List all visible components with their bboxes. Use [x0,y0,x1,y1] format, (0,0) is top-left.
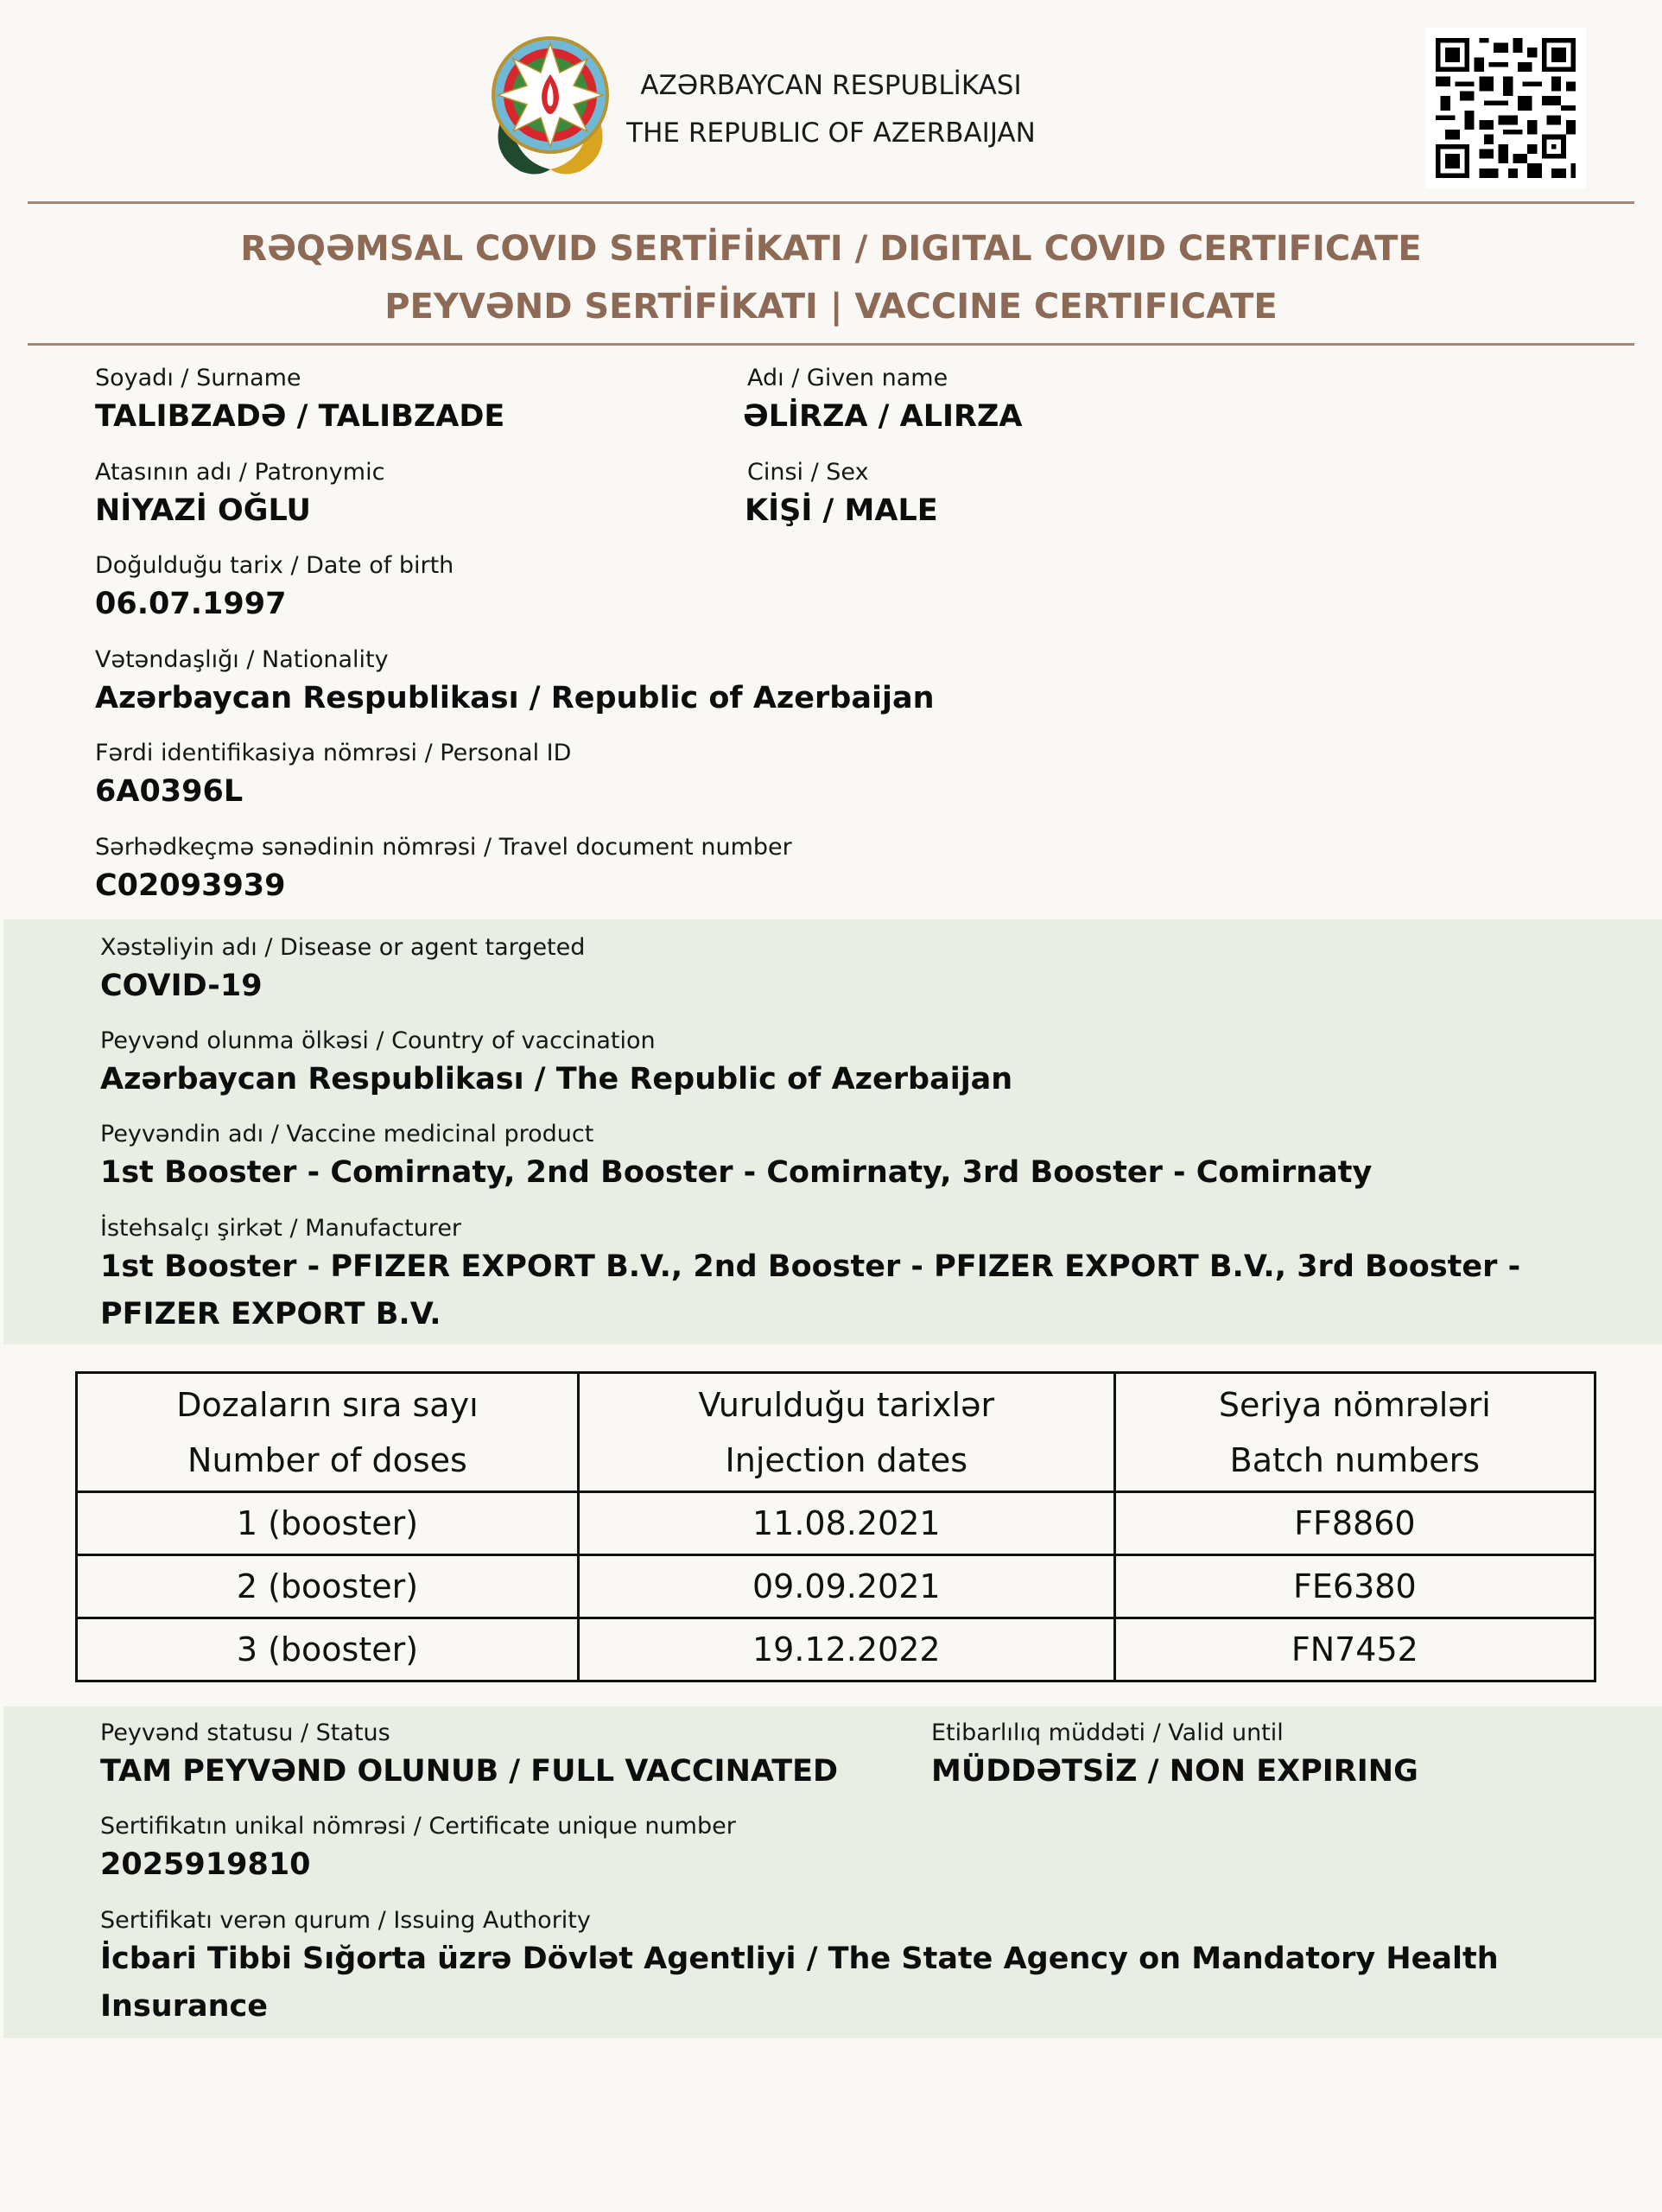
coat-of-arms-icon [485,33,615,180]
given-name-label: Adı / Given name [747,365,948,391]
doses-table [75,1371,1596,1682]
dose-cell: 2 (booster) [77,1555,579,1618]
disease-field [100,933,585,1010]
status-field [100,1719,838,1796]
manufacturer-label: İstehsalçı şirkət / Manufacturer [100,1215,462,1242]
nationality-field [95,645,935,722]
travel-doc-field [95,833,792,910]
patronymic-label: Atasının adı / Patronymic [95,459,385,486]
issuer-value: İcbari Tibbi Sığorta üzrə Dövlət Agentliyi / The State Agency on Mandatory Health Insurance [100,1942,1499,2024]
dose-cell: 1 (booster) [77,1492,579,1555]
unique-number-value: 2025919810 [100,1847,311,1882]
unique-number-field [100,1812,736,1889]
given-name-field [743,364,1023,441]
status-label: Peyvənd statusu / Status [100,1719,390,1746]
disease-label: Xəstəliyin adı / Disease or agent targeted [100,934,586,961]
date-cell: 11.08.2021 [578,1492,1114,1555]
sex-value: KİŞİ / MALE [745,493,938,528]
date-cell: 09.09.2021 [578,1555,1114,1618]
batch-cell: FE6380 [1114,1555,1595,1618]
date-cell: 19.12.2022 [578,1618,1114,1681]
header-batch-numbers [1114,1373,1595,1492]
qr-code-icon [1425,28,1586,188]
issuer-label: Sertifikatı verən qurum / Issuing Authority [100,1907,591,1934]
personal-id-field [95,739,571,816]
surname-value: TALIBZADƏ / TALIBZADE [95,399,505,434]
valid-until-value: MÜDDƏTSİZ / NON EXPIRING [931,1754,1418,1789]
personal-id-label: Fərdi identifikasiya nömrəsi / Personal ID [95,740,572,766]
header-divider-top [28,201,1634,204]
dob-field [95,551,454,628]
patronymic-field [95,458,384,535]
issuer-field [100,1906,1569,2031]
dob-label: Doğulduğu tarix / Date of birth [95,552,454,579]
nationality-value: Azərbaycan Respublikası / Republic of Azerbaijan [95,681,935,715]
header-en: Batch numbers [1229,1440,1481,1479]
patronymic-value: NİYAZİ OĞLU [95,493,311,528]
certificate-subtitle: PEYVƏND SERTİFİKATI | VACCINE CERTIFICATE [384,287,1278,327]
travel-doc-label: Sərhədkeçmə sənədinin nömrəsi / Travel document number [95,834,792,861]
header-divider-bottom [28,343,1634,346]
sex-label: Cinsi / Sex [747,459,869,486]
table-header-row [77,1373,1595,1492]
valid-until-field [931,1719,1418,1796]
personal-id-value: 6A0396L [95,774,244,809]
surname-field [95,364,504,441]
status-value: TAM PEYVƏND OLUNUB / FULL VACCINATED [100,1754,839,1789]
nationality-label: Vətəndaşlığı / Nationality [95,646,389,673]
vaccination-country-label: Peyvənd olunma ölkəsi / Country of vaccination [100,1027,656,1054]
country-name-en: THE REPUBLIC OF AZERBAIJAN [626,118,1036,149]
table-row [77,1492,1595,1555]
manufacturer-value: 1st Booster - PFIZER EXPORT B.V., 2nd Booster - PFIZER EXPORT B.V., 3rd Booster - PFIZER EXPORT B.V. [100,1249,1521,1332]
vaccine-product-value: 1st Booster - Comirnaty, 2nd Booster - Comirnaty, 3rd Booster - Comirnaty [100,1155,1373,1190]
dose-cell: 3 (booster) [77,1618,579,1681]
country-name-block [615,62,1047,157]
dob-value: 06.07.1997 [95,587,287,621]
header-az: Vurulduğu tarixlər [698,1385,995,1424]
vaccine-product-label: Peyvəndin adı / Vaccine medicinal product [100,1121,594,1147]
vaccination-country-value: Azərbaycan Respublikası / The Republic of Azerbaijan [100,1062,1013,1096]
valid-until-label: Etibarlılıq müddəti / Valid until [931,1719,1284,1746]
certificate-title: RƏQƏMSAL COVID SERTİFİKATI / DIGITAL COVID CERTIFICATE [240,229,1422,269]
vaccination-country-field [100,1027,1012,1103]
table-row [77,1618,1595,1681]
travel-doc-value: C02093939 [95,868,286,903]
country-name-az: AZƏRBAYCAN RESPUBLİKASI [640,70,1022,101]
sex-field [747,458,938,535]
batch-cell: FF8860 [1114,1492,1595,1555]
header-number-of-doses [77,1373,579,1492]
header-az: Dozaların sıra sayı [176,1385,479,1424]
header-en: Number of doses [187,1440,467,1479]
header-en: Injection dates [725,1440,968,1479]
surname-label: Soyadı / Surname [95,365,301,391]
disease-value: COVID-19 [100,969,263,1003]
batch-cell: FN7452 [1114,1618,1595,1681]
table-row [77,1555,1595,1618]
vaccine-product-field [100,1120,1372,1197]
header-az: Seriya nömrələri [1218,1385,1491,1424]
manufacturer-field [100,1214,1569,1338]
header-injection-dates [578,1373,1114,1492]
unique-number-label: Sertifikatın unikal nömrəsi / Certificate unique number [100,1813,736,1840]
given-name-value: ƏLİRZA / ALIRZA [743,399,1023,434]
